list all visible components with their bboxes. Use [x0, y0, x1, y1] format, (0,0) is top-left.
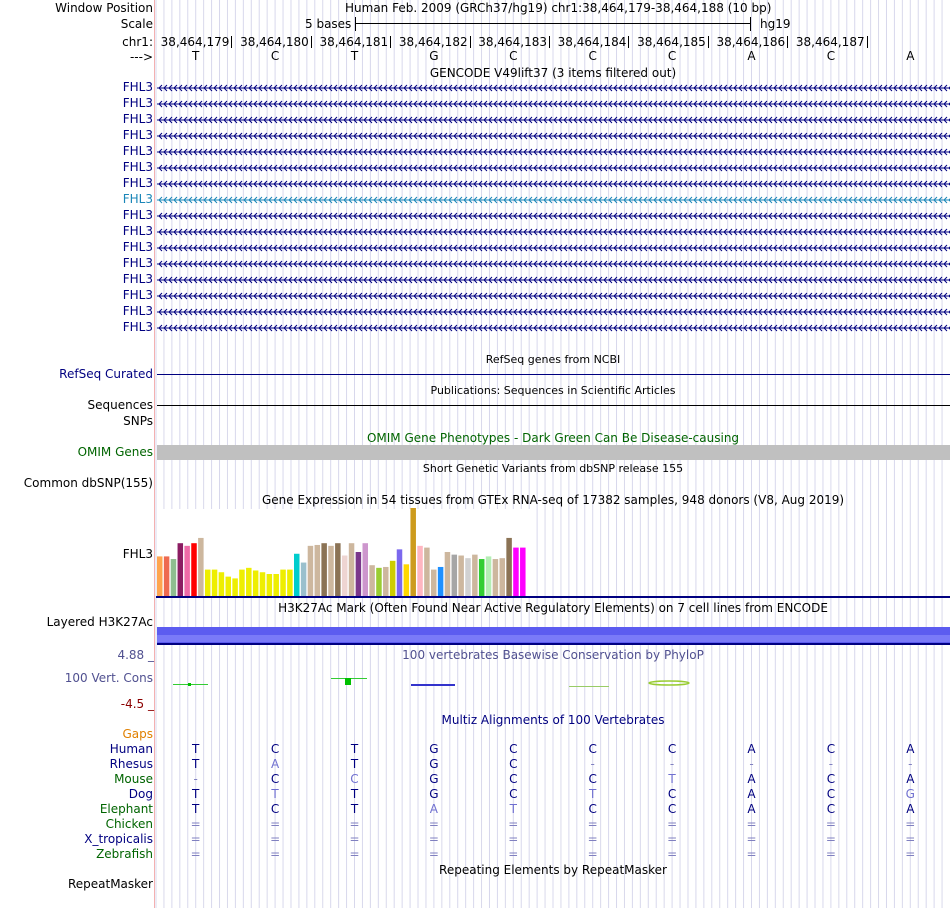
alignment-base: C [588, 802, 597, 816]
base-letter: C [509, 49, 518, 63]
refseq-label[interactable]: RefSeq Curated [59, 367, 153, 381]
alignment-base: = [825, 832, 836, 846]
gtex-tissue-bar [458, 556, 464, 596]
alignment-base: A [270, 757, 280, 771]
refseq-feature[interactable] [157, 374, 950, 375]
transcript-feature[interactable] [156, 192, 950, 207]
base-letter: T [350, 49, 359, 63]
transcript-label-fhl3[interactable]: FHL3 [122, 112, 153, 126]
base-letter: C [667, 49, 677, 63]
gtex-tissue-bar [171, 559, 177, 596]
gtex-tissue-bar [369, 565, 375, 596]
alignment-base: T [509, 802, 517, 816]
transcript-label-fhl3[interactable]: FHL3 [122, 320, 153, 334]
gtex-tissue-bar [232, 578, 238, 596]
base-letter: C [270, 49, 280, 63]
alignment-base: = [508, 847, 519, 861]
scale-text: 5 bases [305, 17, 352, 31]
snps-label[interactable]: SNPs [123, 414, 153, 428]
gtex-tissue-bar [438, 567, 444, 596]
scale-label: Scale [120, 17, 153, 31]
window-position-title: Human Feb. 2009 (GRCh37/hg19) chr1:38,464,179-38,464,188 (10 bp) [345, 1, 772, 15]
transcript-feature[interactable] [156, 160, 950, 175]
gtex-tissue-bar [479, 559, 485, 596]
species-label-dog[interactable]: Dog [128, 787, 153, 801]
ruler-position-label: 38,464,183 [478, 35, 547, 49]
repeatmasker-track-title: Repeating Elements by RepeatMasker [439, 863, 667, 877]
alignment-base: C [826, 787, 836, 801]
alignment-base: T [668, 772, 676, 786]
alignment-base: = [190, 817, 201, 831]
alignment-base: C [667, 742, 677, 756]
alignment-base: = [667, 817, 678, 831]
phylop-bar-7 [649, 681, 689, 685]
alignment-base: T [350, 757, 359, 771]
gtex-tissue-bar [212, 570, 218, 596]
h3k27ac-baseline [157, 643, 950, 645]
gtex-tissue-bar [184, 546, 190, 596]
phylop-bar-1b [188, 683, 191, 686]
gtex-tissue-bar [404, 564, 410, 596]
base-letter: A [747, 49, 756, 63]
alignment-base: = [905, 832, 916, 846]
gtex-tissue-bar [397, 549, 403, 596]
alignment-base: C [667, 802, 677, 816]
alignment-base: G [905, 787, 915, 801]
gtex-tissue-bar [363, 543, 369, 596]
alignment-base: A [429, 802, 438, 816]
alignment-base: C [826, 802, 836, 816]
alignment-base: = [349, 847, 360, 861]
publications-feature[interactable] [157, 405, 950, 406]
repeatmasker-label[interactable]: RepeatMasker [67, 877, 153, 891]
transcript-label-fhl3[interactable]: FHL3 [122, 160, 153, 174]
gtex-tissue-bar [287, 570, 293, 596]
alignment-base: = [587, 832, 598, 846]
alignment-base: A [747, 742, 756, 756]
gtex-tissue-bar [493, 559, 499, 596]
scale-bar-right [750, 17, 751, 31]
dbsnp-track-title: Short Genetic Variants from dbSNP release 155 [422, 462, 684, 475]
scale-bar [355, 23, 751, 24]
alignment-base: C [826, 772, 836, 786]
gencode-track-title: GENCODE V49lift37 (3 items filtered out) [429, 66, 677, 80]
alignment-base: = [587, 847, 598, 861]
alignment-base: - [669, 757, 675, 771]
scale-bar-left [355, 17, 356, 31]
alignment-base: C [270, 772, 280, 786]
omim-track-title: OMIM Gene Phenotypes - Dark Green Can Be Disease-causing [366, 431, 740, 445]
alignment-base: T [350, 802, 359, 816]
gtex-tissue-bar [198, 538, 204, 596]
species-label-human[interactable]: Human [109, 742, 153, 756]
alignment-base: G [429, 742, 439, 756]
base-letter: C [826, 49, 836, 63]
transcript-label-fhl3[interactable]: FHL3 [122, 176, 153, 190]
gtex-bar-chart[interactable] [155, 505, 555, 599]
transcript-label-fhl3[interactable]: FHL3 [122, 192, 153, 206]
gtex-tissue-bar [294, 554, 300, 596]
gtex-tissue-bar [349, 543, 355, 596]
alignment-base: = [746, 817, 757, 831]
alignment-base: = [825, 817, 836, 831]
transcript-label-fhl3[interactable]: FHL3 [122, 304, 153, 318]
gtex-tissue-bar [321, 543, 327, 596]
alignment-base: = [349, 817, 360, 831]
phylop-label[interactable]: 100 Vert. Cons [64, 671, 153, 685]
ruler-position-label: 38,464,185 [637, 35, 706, 49]
alignment-base: = [349, 832, 360, 846]
gtex-tissue-bar [506, 538, 512, 596]
species-label-mouse[interactable]: Mouse [114, 772, 153, 786]
omim-feature[interactable] [157, 445, 950, 460]
alignment-base: = [667, 832, 678, 846]
alignment-base: - [908, 757, 913, 771]
gtex-tissue-bar [315, 545, 321, 596]
alignment-base: C [350, 772, 359, 786]
ruler-position-label: 38,464,186 [716, 35, 786, 49]
ruler-position-label: 38,464,184 [557, 35, 627, 49]
gtex-tissue-bar [246, 568, 252, 596]
h3k27ac-track-title: H3K27Ac Mark (Often Found Near Active Regulatory Elements) on 7 cell lines from ENCODE [278, 601, 828, 615]
gtex-tissue-bar [465, 558, 471, 596]
label-divider [154, 0, 155, 908]
transcript-feature[interactable] [156, 272, 950, 287]
phylop-max: 4.88 _ [117, 648, 154, 662]
alignment-base: = [270, 817, 281, 831]
gtex-tissue-bar [424, 548, 430, 596]
alignment-base: C [509, 787, 518, 801]
gtex-tissue-bar [308, 546, 314, 596]
transcript-label-fhl3[interactable]: FHL3 [122, 240, 153, 254]
gtex-track-title: Gene Expression in 54 tissues from GTEx RNA-seq of 17382 samples, 948 donors (V8, Aug 2019) [261, 493, 845, 507]
alignment-base: = [667, 847, 678, 861]
gtex-tissue-bar [239, 570, 245, 596]
alignment-base: - [590, 757, 595, 771]
alignment-base: A [747, 787, 756, 801]
transcript-label-fhl3[interactable]: FHL3 [122, 288, 153, 302]
phylop-min: -4.5 _ [120, 697, 154, 711]
alignment-base: = [508, 832, 519, 846]
alignment-base: = [428, 817, 439, 831]
alignment-base: = [746, 847, 757, 861]
ruler-position-label: 38,464,181 [319, 35, 389, 49]
alignment-base: - [193, 772, 198, 786]
gtex-tissue-bar [431, 570, 437, 596]
alignment-base: G [429, 772, 439, 786]
alignment-base: = [825, 847, 836, 861]
alignment-base: T [271, 787, 279, 801]
gaps-label[interactable]: Gaps [122, 727, 153, 741]
alignment-base: T [350, 787, 359, 801]
species-label-elephant[interactable]: Elephant [99, 802, 153, 816]
publications-track-title: Publications: Sequences in Scientific Articles [430, 384, 676, 397]
alignment-base: C [826, 742, 836, 756]
omim-label[interactable]: OMIM Genes [77, 445, 153, 459]
transcript-feature[interactable] [156, 304, 950, 319]
gtex-tissue-bar [253, 570, 259, 596]
alignment-base: C [270, 742, 280, 756]
alignment-base: = [270, 832, 281, 846]
multiz-track-title: Multiz Alignments of 100 Vertebrates [441, 713, 665, 727]
gtex-tissue-bar [342, 556, 348, 596]
gtex-tissue-bar [410, 508, 416, 596]
phylop-plot[interactable] [155, 670, 950, 695]
h3k27ac-signal-layer [157, 635, 950, 642]
gtex-tissue-bar [178, 543, 184, 596]
gtex-tissue-bar [157, 556, 163, 596]
ruler-position-label: 38,464,182 [398, 35, 468, 49]
species-label-zebrafish[interactable]: Zebrafish [96, 847, 153, 861]
gtex-label[interactable]: FHL3 [122, 547, 153, 561]
alignment-base: T [192, 757, 200, 771]
alignment-base: T [589, 787, 597, 801]
alignment-base: A [906, 802, 915, 816]
transcript-feature[interactable] [156, 320, 950, 335]
gtex-tissue-bar [383, 567, 389, 596]
assembly-label: hg19 [760, 17, 791, 31]
alignment-base: = [428, 832, 439, 846]
h3k27ac-label[interactable]: Layered H3K27Ac [46, 615, 153, 629]
alignment-base: C [509, 772, 518, 786]
transcript-label-fhl3[interactable]: FHL3 [122, 272, 153, 286]
ruler-position-label: 38,464,180 [240, 35, 309, 49]
refseq-track-title: RefSeq genes from NCBI [485, 353, 621, 366]
alignment-base: = [270, 847, 281, 861]
transcript-feature[interactable] [156, 240, 950, 255]
alignment-base: C [509, 742, 518, 756]
alignment-base: T [192, 802, 200, 816]
alignment-base: = [905, 847, 916, 861]
ruler-tick [867, 36, 868, 48]
gtex-tissue-bar [417, 546, 423, 596]
gtex-tissue-bar [452, 555, 458, 596]
transcript-feature[interactable] [156, 96, 950, 111]
alignment-base: = [190, 832, 201, 846]
transcript-label-fhl3[interactable]: FHL3 [122, 224, 153, 238]
species-label-x_tropicalis[interactable]: X_tropicalis [84, 832, 153, 846]
gtex-tissue-bar [260, 572, 266, 596]
phylop-bar-3b [345, 678, 351, 685]
species-label-chicken[interactable]: Chicken [105, 817, 153, 831]
transcript-label-fhl3[interactable]: FHL3 [122, 144, 153, 158]
sequences-label[interactable]: Sequences [87, 398, 153, 412]
alignment-base: C [270, 802, 280, 816]
alignment-base: = [190, 847, 201, 861]
chr-label: chr1: [122, 35, 153, 49]
transcript-label-fhl3[interactable]: FHL3 [122, 80, 153, 94]
gtex-tissue-bar [513, 548, 519, 596]
alignment-base: C [588, 772, 597, 786]
transcript-feature[interactable] [156, 208, 950, 223]
gtex-baseline [156, 596, 950, 598]
gtex-tissue-bar [301, 563, 307, 596]
alignment-base: = [508, 817, 519, 831]
gtex-tissue-bar [226, 577, 232, 596]
gtex-tissue-bar [219, 572, 225, 596]
base-letter: T [192, 49, 200, 63]
alignment-base: C [667, 787, 677, 801]
alignment-base: C [588, 742, 597, 756]
gtex-tissue-bar [191, 543, 197, 596]
gtex-tissue-bar [273, 574, 279, 596]
transcript-feature[interactable] [156, 128, 950, 143]
window-position-label: Window Position [55, 1, 153, 15]
transcript-feature[interactable] [156, 288, 950, 303]
gtex-tissue-bar [445, 552, 451, 596]
gtex-tissue-bar [472, 555, 478, 596]
base-letter: G [429, 49, 439, 63]
alignment-base: T [192, 787, 200, 801]
dbsnp-label[interactable]: Common dbSNP(155) [23, 476, 153, 490]
alignment-base: A [747, 772, 756, 786]
transcript-feature[interactable] [156, 80, 950, 95]
species-label-rhesus[interactable]: Rhesus [109, 757, 153, 771]
alignment-base: = [905, 817, 916, 831]
base-letter: C [588, 49, 597, 63]
ruler-position-label: 38,464,187 [795, 35, 865, 49]
gtex-tissue-bar [520, 548, 526, 596]
gtex-tissue-bar [335, 543, 341, 596]
gtex-tissue-bar [390, 561, 396, 596]
base-letter: A [906, 49, 915, 63]
alignment-base: = [746, 832, 757, 846]
transcript-feature[interactable] [156, 176, 950, 191]
transcript-label-fhl3[interactable]: FHL3 [122, 96, 153, 110]
gtex-tissue-bar [164, 556, 170, 596]
gtex-tissue-bar [328, 546, 334, 596]
gtex-tissue-bar [205, 570, 211, 596]
transcript-feature[interactable] [156, 112, 950, 127]
gtex-tissue-bar [500, 558, 506, 596]
alignment-base: T [192, 742, 200, 756]
alignment-base: G [429, 787, 439, 801]
alignment-base: = [587, 817, 598, 831]
gtex-tissue-bar [486, 556, 492, 596]
gtex-tissue-bar [267, 574, 273, 596]
alignment-base: = [428, 847, 439, 861]
transcript-label-fhl3[interactable]: FHL3 [122, 256, 153, 270]
alignment-base: A [906, 742, 915, 756]
transcript-feature[interactable] [156, 144, 950, 159]
gtex-tissue-bar [376, 568, 382, 596]
alignment-base: - [828, 757, 834, 771]
alignment-base: T [350, 742, 359, 756]
transcript-label-fhl3[interactable]: FHL3 [122, 128, 153, 142]
transcript-label-fhl3[interactable]: FHL3 [122, 208, 153, 222]
alignment-base: G [429, 757, 439, 771]
strand-arrow-label[interactable]: ---> [129, 50, 153, 64]
alignment-base: A [747, 802, 756, 816]
ruler-position-label: 38,464,179 [160, 35, 230, 49]
alignment-base: - [749, 757, 754, 771]
phylop-bar-4 [411, 684, 455, 686]
gtex-tissue-bar [280, 570, 286, 596]
transcript-feature[interactable] [156, 256, 950, 271]
alignment-base: C [509, 757, 518, 771]
phylop-bar-6 [569, 686, 609, 687]
transcript-feature[interactable] [156, 224, 950, 239]
gtex-tissue-bar [356, 552, 362, 596]
alignment-base: A [906, 772, 915, 786]
phylop-track-title: 100 vertebrates Basewise Conservation by PhyloP [402, 648, 704, 662]
